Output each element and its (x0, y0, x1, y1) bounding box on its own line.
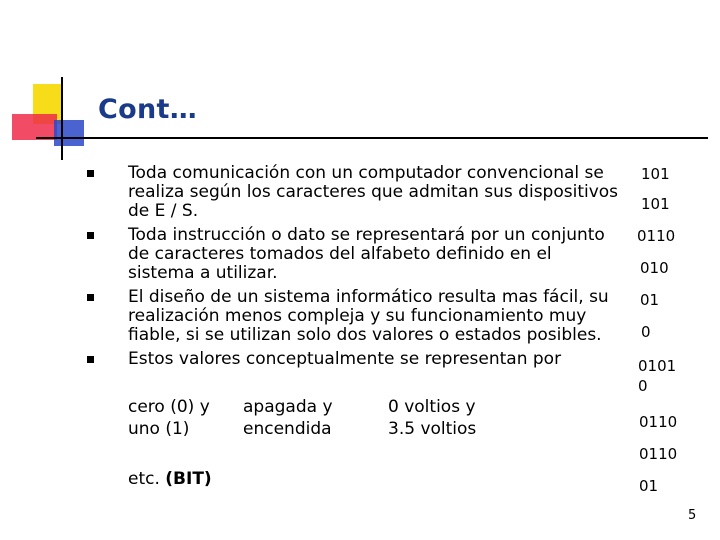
side-code: 0110 (639, 445, 678, 463)
bit-label: (BIT) (165, 469, 212, 489)
column-2-line-1: apagada y (243, 397, 333, 417)
side-code: 0 (638, 377, 648, 395)
side-code: 0110 (639, 413, 678, 431)
page-number: 5 (688, 508, 697, 523)
side-code: 101 (641, 165, 670, 183)
bullet-2-line-3: sistema a utilizar. (128, 263, 278, 283)
side-code: 0101 (638, 357, 677, 375)
column-3-line-1: 0 voltios y (388, 397, 476, 417)
bullet-2-line-1: Toda instrucción o dato se representará por un conjunto (128, 225, 605, 245)
side-code: 0 (641, 323, 651, 341)
etc-bit-line (128, 469, 212, 489)
column-1-line-2: uno (1) (128, 419, 190, 439)
side-code: 0110 (637, 227, 676, 245)
bullet-marker (87, 170, 94, 177)
bullet-1-line-1: Toda comunicación con un computador convencional se (128, 163, 604, 183)
column-voltios (388, 396, 476, 440)
side-code: 01 (640, 291, 660, 309)
bullet-marker (87, 294, 94, 301)
slide-title: Cont… (98, 94, 197, 125)
side-code: 01 (639, 477, 659, 495)
bullet-1-line-2: realiza según los caracteres que admitan sus dispositivos (128, 182, 619, 202)
column-apagada-encendida (243, 396, 333, 440)
bullet-4-line-1: Estos valores conceptualmente se representan por (128, 349, 562, 369)
bullet-marker (87, 356, 94, 363)
bullet-3-line-1: El diseño de un sistema informático resulta mas fácil, su (128, 287, 609, 307)
side-code: 101 (641, 195, 670, 213)
column-cero-uno (128, 396, 210, 440)
bullet-marker (87, 232, 94, 239)
column-3-line-2: 3.5 voltios (388, 419, 477, 439)
column-2-line-2: encendida (243, 419, 332, 439)
bullet-3-line-2: realización menos compleja y su funcionamiento muy (128, 306, 587, 326)
bullet-1-line-3: de E / S. (128, 201, 199, 221)
column-1-line-1: cero (0) y (128, 397, 210, 417)
etc-text: etc. (128, 469, 166, 489)
side-code: 010 (640, 259, 669, 277)
bullet-3-line-3: fiable, si se utilizan solo dos valores o estados posibles. (128, 325, 602, 345)
bullet-2-line-2: de caracteres tomados del alfabeto definido en el (128, 244, 552, 264)
